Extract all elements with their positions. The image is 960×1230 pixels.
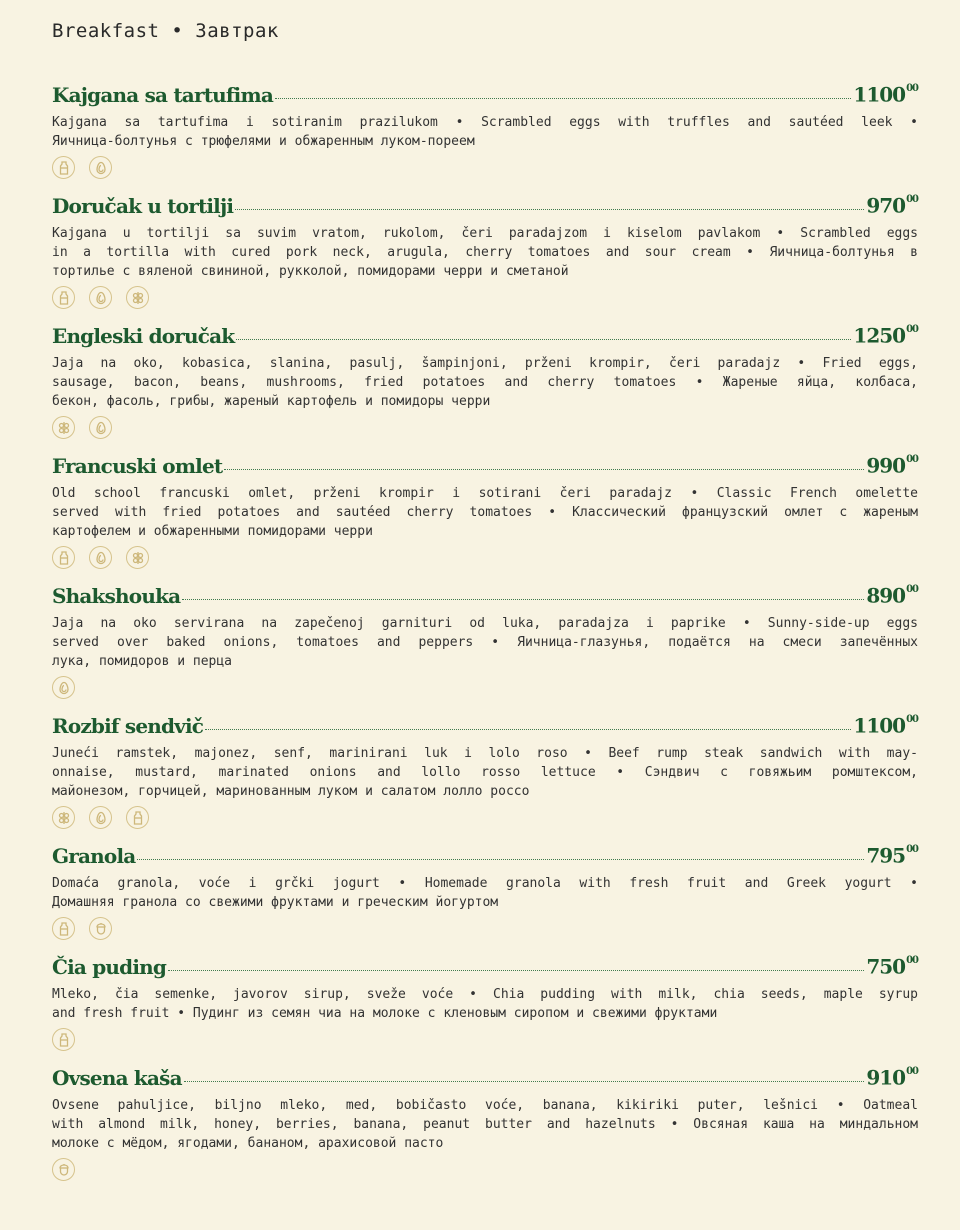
description-line: Juneći ramstek, majonez, senf, marinirani luk i lolo roso • Beef rump steak sandwich with may- — [52, 745, 918, 761]
price-cents: 00 — [906, 955, 918, 966]
egg-allergen-icon — [89, 416, 112, 439]
price-cents: 00 — [906, 1066, 918, 1077]
description-line: served with fried potatoes and sautéed cherry tomatoes • Классический французский омлет с жареным — [52, 504, 918, 520]
description-line: with almond milk, honey, berries, banana, peanut butter and hazelnuts • Овсяная каша на миндальном — [52, 1116, 918, 1132]
menu-item-price — [853, 81, 918, 106]
description-line: Kajgana sa tartufima i sotiranim prazilukom • Scrambled eggs with truffles and sautéed leek • — [52, 114, 918, 130]
dairy-allergen-icon — [52, 546, 75, 569]
price-value: 890 — [866, 583, 906, 608]
dairy-allergen-icon — [52, 286, 75, 309]
description-line: Kajgana u tortilji sa suvim vratom, rukolom, čeri paradajzom i kiselom pavlakom • Scrambled eggs — [52, 225, 918, 241]
menu-item-price — [853, 712, 918, 737]
menu-item-title-row — [52, 192, 918, 218]
description-line: Jaja na oko, kobasica, slanina, pasulj, šampinjoni, prženi krompir, čeri paradajz • Fried eggs, — [52, 355, 918, 371]
description-line: бекон, фасоль, грибы, жареный картофель и помидоры черри — [52, 393, 491, 409]
menu-item-description — [52, 614, 918, 671]
allergen-icons — [52, 917, 918, 941]
menu-item-description — [52, 354, 918, 411]
description-line: Mleko, čia semenke, javorov sirup, sveže voće • Chia pudding with milk, chia seeds, maple syrup — [52, 986, 918, 1002]
menu-item — [52, 953, 918, 1052]
description-line: лука, помидоров и перца — [52, 653, 233, 669]
menu-item — [52, 452, 918, 570]
menu-item — [52, 192, 918, 310]
menu-item-name: Granola — [52, 843, 136, 868]
description-line: Домашняя гранола со свежими фруктами и греческим йогуртом — [52, 894, 499, 910]
menu-item-price — [866, 842, 918, 867]
menu-item — [52, 712, 918, 830]
price-cents: 00 — [906, 194, 918, 205]
menu-item — [52, 1064, 918, 1182]
menu-item-description — [52, 484, 918, 541]
dotted-leader — [275, 98, 851, 99]
price-cents: 00 — [906, 714, 918, 725]
description-line: Old school francuski omlet, prženi krompir i sotirani čeri paradajz • Classic French omelette — [52, 485, 918, 501]
description-line: onnaise, mustard, marinated onions and lollo rosso lettuce • Сэндвич с говяжьим ромштексом, — [52, 764, 918, 780]
price-value: 990 — [866, 453, 906, 478]
mustard-allergen-icon — [52, 806, 75, 829]
allergen-icons — [52, 416, 918, 440]
price-value: 1250 — [853, 323, 906, 348]
menu-item-title-row — [52, 452, 918, 478]
dotted-leader — [205, 729, 851, 730]
menu-item-name: Francuski omlet — [52, 453, 223, 478]
menu-item-name: Čia puding — [52, 954, 167, 979]
dotted-leader — [224, 469, 864, 470]
menu-item-name: Rozbif sendvič — [52, 713, 204, 738]
menu-item — [52, 582, 918, 700]
menu-item-price — [866, 192, 918, 217]
description-line: sausage, bacon, beans, mushrooms, fried potatoes and cherry tomatoes • Жареные яйца, колбаса, — [52, 374, 918, 390]
price-value: 910 — [866, 1065, 906, 1090]
allergen-icons — [52, 546, 918, 570]
price-value: 750 — [866, 954, 906, 979]
description-line: картофелем и обжаренными помидорами черри — [52, 523, 373, 539]
egg-allergen-icon — [89, 806, 112, 829]
menu-item-title-row — [52, 81, 918, 107]
price-cents: 00 — [906, 324, 918, 335]
description-line: and fresh fruit • Пудинг из семян чиа на молоке с кленовым сиропом и свежими фруктами — [52, 1005, 718, 1021]
menu-item — [52, 842, 918, 941]
dotted-leader — [168, 970, 864, 971]
allergen-icons — [52, 156, 918, 180]
description-line: served over baked onions, tomatoes and peppers • Яичница-глазунья, подаётся на смеси запечённых — [52, 634, 918, 650]
menu-item-title-row — [52, 582, 918, 608]
menu-item-name: Ovsena kaša — [52, 1065, 182, 1090]
price-value: 795 — [866, 843, 906, 868]
mustard-allergen-icon — [126, 286, 149, 309]
menu-item-title-row — [52, 842, 918, 868]
menu-item-description — [52, 1096, 918, 1153]
menu-item-description — [52, 985, 918, 1023]
dotted-leader — [184, 1081, 865, 1082]
menu-item-price — [866, 1064, 918, 1089]
menu-item-name: Doručak u tortilji — [52, 193, 234, 218]
menu-item-title-row — [52, 1064, 918, 1090]
price-value: 1100 — [853, 713, 906, 738]
allergen-icons — [52, 806, 918, 830]
menu-item-description — [52, 224, 918, 281]
menu-item-name: Kajgana sa tartufima — [52, 82, 274, 107]
nuts-allergen-icon — [52, 1158, 75, 1181]
dairy-allergen-icon — [52, 1028, 75, 1051]
price-cents: 00 — [906, 584, 918, 595]
egg-allergen-icon — [89, 286, 112, 309]
description-line: Jaja na oko servirana na zapečenoj garnituri od luka, paradajza i paprike • Sunny-side-up eggs — [52, 615, 918, 631]
description-line: майонезом, горчицей, маринованным луком и салатом лолло россо — [52, 783, 530, 799]
menu-list — [52, 81, 918, 1194]
menu-item-description — [52, 744, 918, 801]
price-cents: 00 — [906, 454, 918, 465]
price-value: 970 — [866, 193, 906, 218]
menu-item-title-row — [52, 322, 918, 348]
dotted-leader — [182, 599, 864, 600]
price-value: 1100 — [853, 82, 906, 107]
menu-item — [52, 322, 918, 440]
egg-allergen-icon — [89, 156, 112, 179]
description-line: Ovsene pahuljice, biljno mleko, med, bobičasto voće, banana, kikiriki puter, lešnici • Oatmeal — [52, 1097, 918, 1113]
egg-allergen-icon — [52, 676, 75, 699]
description-line: тортилье с вяленой свининой, рукколой, помидорами черри и сметаной — [52, 263, 569, 279]
dairy-allergen-icon — [126, 806, 149, 829]
dairy-allergen-icon — [52, 917, 75, 940]
page-title: Breakfast • Завтрак — [52, 20, 279, 42]
menu-item-description — [52, 874, 918, 912]
description-line: Яичница-болтунья с трюфелями и обжаренным луком-пореем — [52, 133, 475, 149]
egg-allergen-icon — [89, 546, 112, 569]
mustard-allergen-icon — [126, 546, 149, 569]
allergen-icons — [52, 1028, 918, 1052]
description-line: молоке с мёдом, ягодами, бананом, арахисовой пасто — [52, 1135, 444, 1151]
dotted-leader — [236, 339, 851, 340]
description-line: in a tortilla with cured pork neck, arugula, cherry tomatoes and sour cream • Яичница-болтунья в — [52, 244, 918, 260]
menu-item-name: Engleski doručak — [52, 323, 235, 348]
menu-item-description — [52, 113, 918, 151]
dotted-leader — [235, 209, 864, 210]
allergen-icons — [52, 286, 918, 310]
menu-item-price — [866, 452, 918, 477]
description-line: Domaća granola, voće i grčki jogurt • Homemade granola with fresh fruit and Greek yogurt • — [52, 875, 918, 891]
menu-item-price — [866, 953, 918, 978]
menu-item-title-row — [52, 953, 918, 979]
menu-item — [52, 81, 918, 180]
price-cents: 00 — [906, 83, 918, 94]
menu-item-price — [853, 322, 918, 347]
mustard-allergen-icon — [52, 416, 75, 439]
menu-item-name: Shakshouka — [52, 583, 181, 608]
allergen-icons — [52, 676, 918, 700]
nuts-allergen-icon — [89, 917, 112, 940]
menu-item-title-row — [52, 712, 918, 738]
menu-item-price — [866, 582, 918, 607]
dotted-leader — [137, 859, 864, 860]
dairy-allergen-icon — [52, 156, 75, 179]
allergen-icons — [52, 1158, 918, 1182]
price-cents: 00 — [906, 844, 918, 855]
